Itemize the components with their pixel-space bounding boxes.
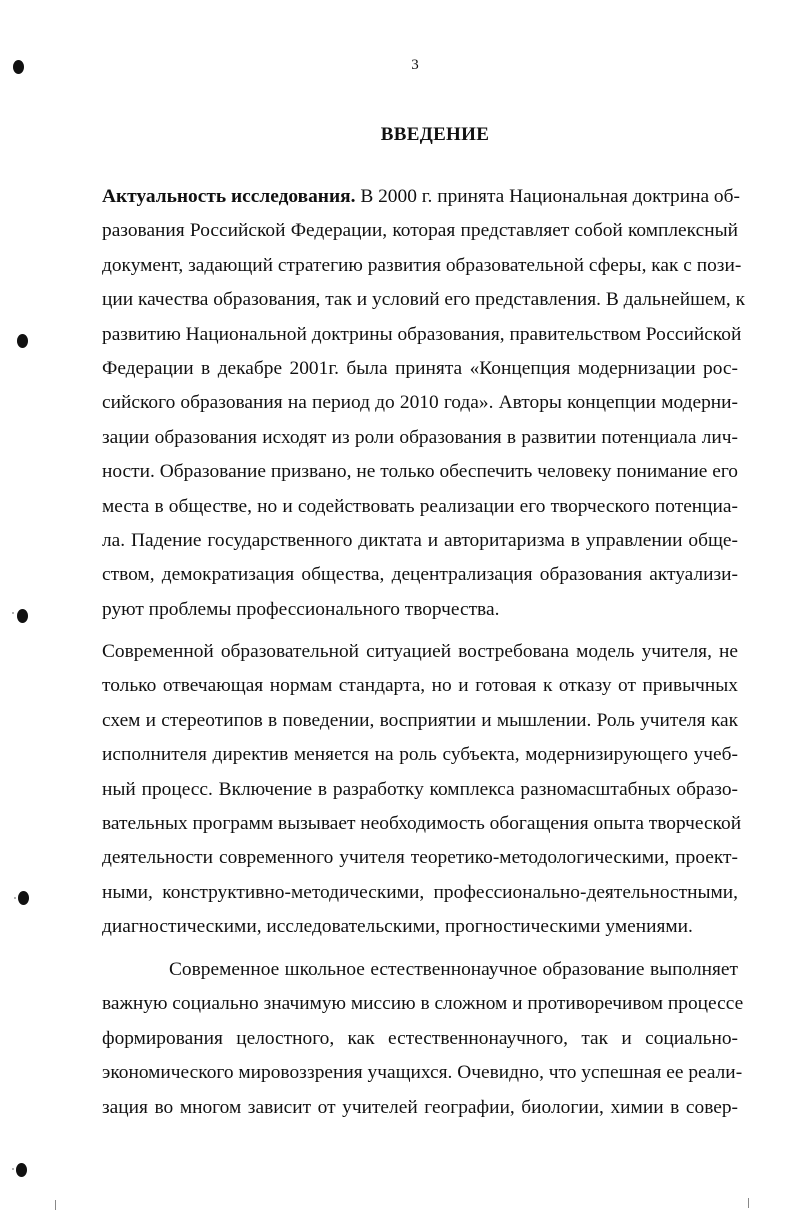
text-line: деятельности современного учителя теоретико-методологическими, проект- [102, 847, 738, 869]
text-line: ными, конструктивно-методическими, профессионально-деятельностными, [102, 881, 738, 903]
text-line: Федерации в декабре 2001г. была принята «Концепция модернизации рос- [102, 357, 738, 379]
text-line: ством, демократизация общества, децентрализация образования актуализи- [102, 564, 738, 586]
page-title: ВВЕДЕНИЕ [380, 124, 490, 145]
paragraph-teacher-model [102, 635, 742, 945]
paragraph-relevance [102, 180, 746, 627]
text-line: формирования целостного, как естественнонаучного, так и социально- [102, 1027, 738, 1049]
text-line [102, 180, 738, 214]
binding-hole-mark [18, 891, 29, 905]
text-line: только отвечающая нормам стандарта, но и готовая к отказу от привычных [102, 675, 738, 697]
scan-speck [14, 897, 16, 899]
text-line: экономического мировоззрения учащихся. Очевидно, что успешная ее реали- [102, 1062, 743, 1084]
section-lead: Актуальность исследования. [102, 186, 356, 207]
text-line: развитию Национальной доктрины образования, правительством Российской [102, 323, 742, 345]
paragraph-science-education [102, 953, 744, 1125]
text-line: диагностическими, исследовательскими, прогностическими умениями. [102, 916, 693, 938]
text-line: вательных программ вызывает необходимость обогащения опыта творческой [102, 812, 742, 834]
page-number: 3 [411, 57, 419, 73]
text-line: места в обществе, но и содействовать реализации его творческого потенциа- [102, 495, 738, 517]
text-line: сийского образования на период до 2010 года». Авторы концепции модерни- [102, 392, 738, 414]
text-line: документ, задающий стратегию развития образовательной сферы, как с пози- [102, 254, 742, 276]
text-line: зации образования исходят из роли образования в развитии потенциала лич- [102, 426, 738, 448]
binding-hole-mark [13, 60, 24, 74]
scan-speck [12, 1168, 14, 1170]
text-line: разования Российской Федерации, которая представляет собой комплексный [102, 220, 738, 242]
text-line-content: В 2000 г. принята Национальная доктрина об- [355, 186, 740, 207]
text-line: ности. Образование призвано, не только обеспечить человеку понимание его [102, 461, 738, 483]
text-line: ла. Падение государственного диктата и авторитаризма в управлении обще- [102, 529, 738, 551]
text-line: ции качества образования, так и условий его представления. В дальнейшем, к [102, 289, 746, 311]
text-line: зация во многом зависит от учителей географии, биологии, химии в совер- [102, 1096, 738, 1118]
text-line: исполнителя директив меняется на роль субъекта, модернизирующего учеб- [102, 744, 738, 766]
binding-hole-mark [17, 609, 28, 623]
text-line: схем и стереотипов в поведении, восприятии и мышлении. Роль учителя как [102, 709, 738, 731]
text-line: ный процесс. Включение в разработку комплекса разномасштабных образо- [102, 778, 738, 800]
scan-edge-mark [748, 1198, 749, 1208]
text-line: важную социально значимую миссию в сложном и противоречивом процессе [102, 993, 744, 1015]
scan-edge-mark [55, 1200, 56, 1210]
binding-hole-mark [17, 334, 28, 348]
text-line: Современной образовательной ситуацией востребована модель учителя, не [102, 641, 738, 662]
text-line: руют проблемы профессионального творчества. [102, 598, 500, 620]
text-line: Современное школьное естественнонаучное образование выполняет [169, 959, 738, 980]
scan-speck [12, 612, 14, 614]
binding-hole-mark [16, 1163, 27, 1177]
